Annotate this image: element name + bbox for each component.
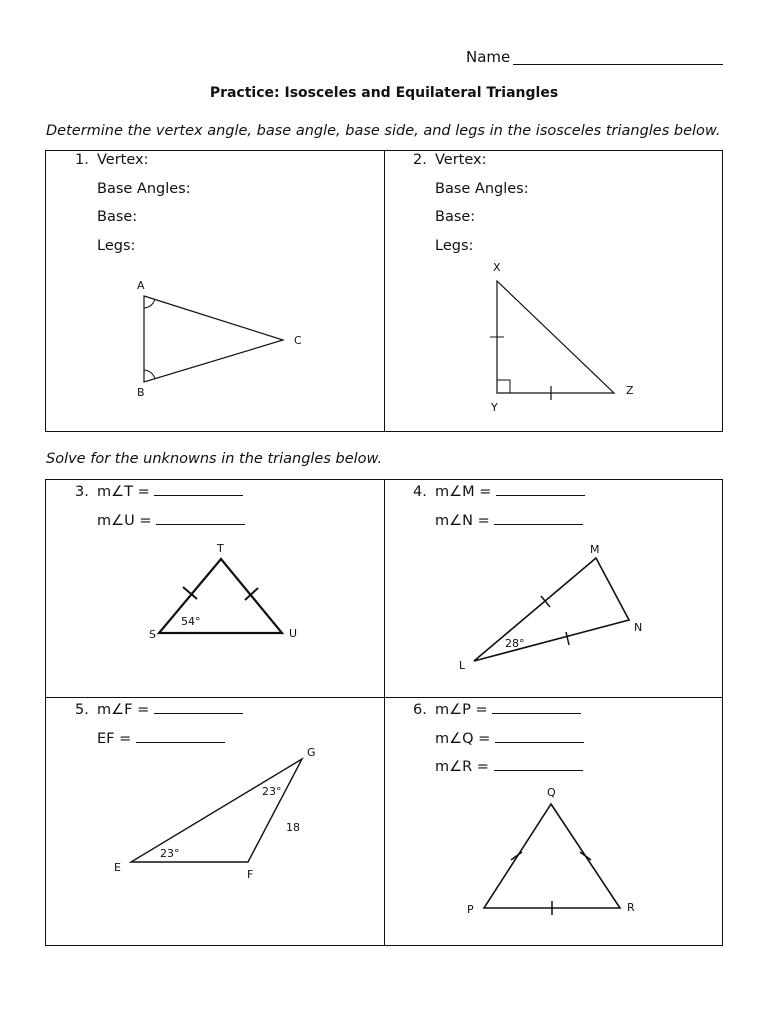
problem6-q3: m∠R = [435,756,583,775]
problem2-legs: Legs: [435,238,474,254]
label-a: A [137,279,145,292]
label-t: T [217,542,224,555]
label-e: E [114,861,121,874]
problem3-q1: 3. m∠T = [75,481,243,500]
label-z: Z [626,384,634,397]
angle-e-label: 23° [160,847,180,860]
angle-s-label: 54° [181,615,201,628]
problem2-vertex: 2. Vertex: [413,152,487,168]
problem2-base-angles: Base Angles: [435,181,529,197]
side-fg-label: 18 [286,821,300,834]
label-s: S [149,628,156,641]
problem4-q1: 4. m∠M = [413,481,585,500]
section1-instruction: Determine the vertex angle, base angle, base side, and legs in the isosceles triangles below. [46,123,721,139]
problem6-q1: 6. m∠P = [413,699,581,718]
label-q: Q [547,786,556,799]
problem6-q2: m∠Q = [435,728,584,747]
label-c: C [294,334,302,347]
label-y: Y [491,401,498,414]
problem1-vertex: 1. Vertex: [75,152,149,168]
label-p: P [467,903,474,916]
problem1-base: Base: [97,209,138,225]
problem2-base: Base: [435,209,476,225]
label-l: L [459,659,466,672]
label-r: R [627,901,635,914]
angle-g-label: 23° [262,785,282,798]
label-f: F [247,868,254,881]
label-x: X [493,261,501,274]
problem4-q2: m∠N = [435,510,583,529]
angle-l-label: 28° [505,637,525,650]
label-b: B [137,386,145,399]
problem1-base-angles: Base Angles: [97,181,191,197]
problem1-legs: Legs: [97,238,136,254]
page-title: Practice: Isosceles and Equilateral Triangles [209,85,559,101]
label-g: G [307,746,316,759]
section2-instruction: Solve for the unknowns in the triangles below. [46,451,383,467]
problem3-q2: m∠U = [97,510,245,529]
label-n: N [634,621,643,634]
name-label: Name [466,48,511,66]
problem5-q1: 5. m∠F = [75,699,243,718]
problem5-q2: EF = [97,728,225,747]
label-u: U [289,627,298,640]
label-m: M [590,543,600,556]
